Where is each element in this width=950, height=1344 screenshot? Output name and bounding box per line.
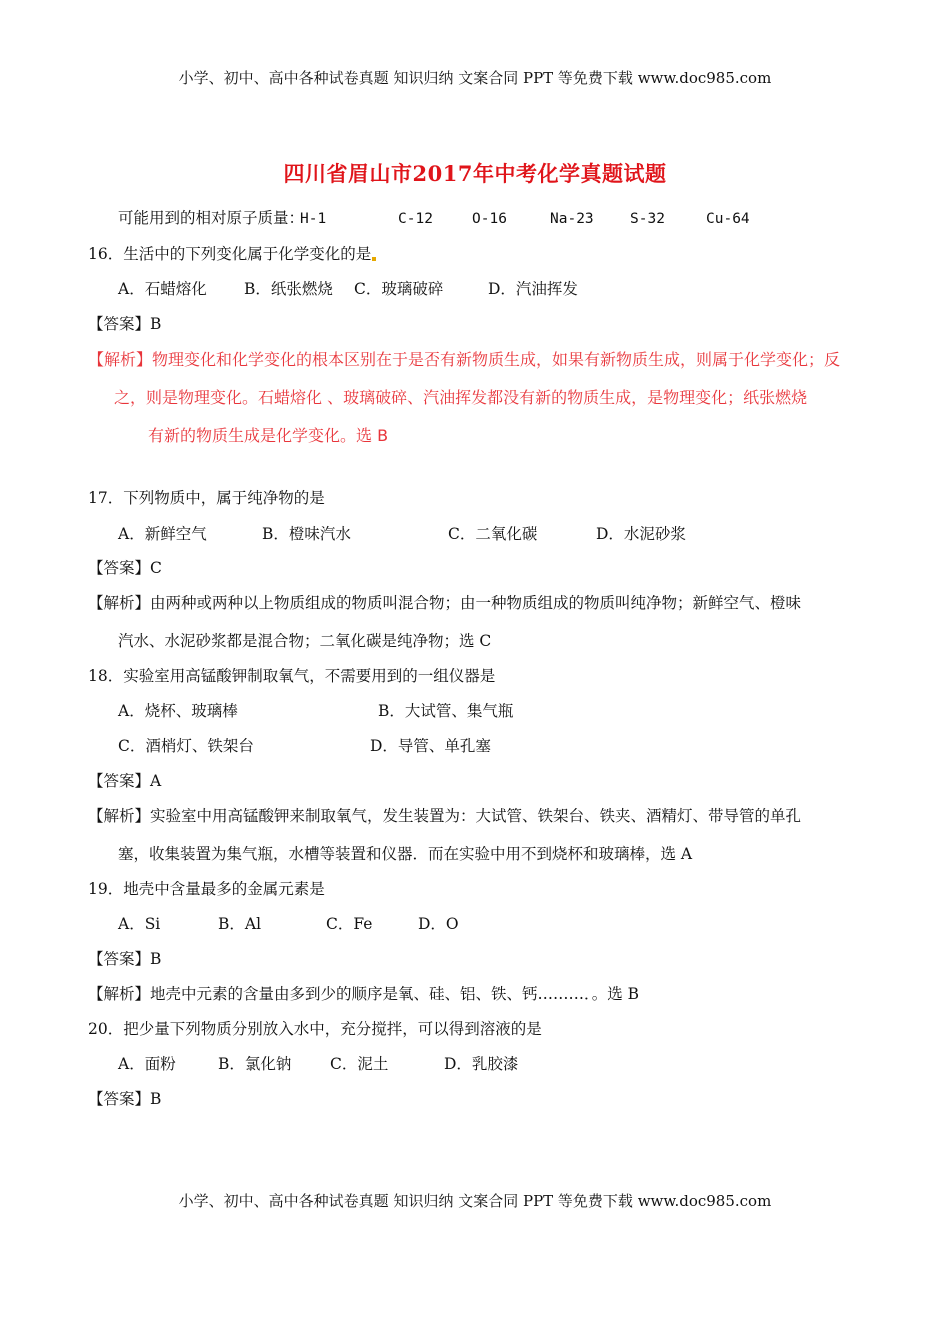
option: B．Al [218, 915, 262, 933]
option: B．橙味汽水 [262, 525, 351, 543]
question-stem: 19．地壳中含量最多的金属元素是 [88, 880, 325, 898]
page-header: 小学、初中、高中各种试卷真题 知识归纳 文案合同 PPT 等免费下载 www.doc985.com [178, 69, 772, 87]
atomic-mass-item: Cu-64 [706, 211, 750, 227]
question-stem: 17．下列物质中，属于纯净物的是 [88, 489, 325, 507]
answer-line: 【答案】C [88, 559, 162, 577]
question-stem: 16．生活中的下列变化属于化学变化的是 [88, 244, 376, 264]
option: B．纸张燃烧 [244, 280, 333, 298]
option: D．O [418, 915, 459, 933]
option: A．面粉 [118, 1055, 176, 1073]
answer-line: 【答案】B [88, 315, 162, 333]
option: D．导管、单孔塞 [370, 737, 491, 755]
highlight-mark [372, 257, 376, 261]
atomic-mass-item: Na-23 [550, 211, 594, 227]
option: D．水泥砂浆 [596, 525, 686, 543]
option: C．二氧化碳 [448, 525, 538, 543]
option: C．玻璃破碎 [354, 280, 444, 298]
option: A．烧杯、玻璃棒 [118, 702, 238, 720]
atomic-mass-item: S-32 [630, 211, 665, 227]
option: A．石蜡熔化 [118, 280, 207, 298]
atomic-mass-item: C-12 [398, 211, 433, 227]
answer-line: 【答案】A [88, 772, 162, 790]
answer-line: 【答案】B [88, 1090, 162, 1108]
option: D．汽油挥发 [488, 280, 578, 298]
analysis-line: 之，则是物理变化。石蜡熔化 、玻璃破碎、汽油挥发都没有新的物质生成，是物理变化；纸张燃烧 [114, 388, 808, 407]
analysis-line: 有新的物质生成是化学变化。选 B [148, 426, 389, 445]
option: A．Si [118, 915, 161, 933]
option: B．大试管、集气瓶 [378, 702, 514, 720]
option: A．新鲜空气 [118, 525, 207, 543]
analysis-line: 【解析】实验室中用高锰酸钾来制取氧气，发生装置为：大试管、铁架台、铁夹、酒精灯、带导管的单孔 [88, 807, 802, 825]
question-stem: 20．把少量下列物质分别放入水中，充分搅拌，可以得到溶液的是 [88, 1020, 542, 1038]
option: C．酒梢灯、铁架台 [118, 737, 254, 755]
analysis-line: 【解析】物理变化和化学变化的根本区别在于是否有新物质生成，如果有新物质生成，则属于化学变化；反 [88, 350, 841, 369]
atomic-mass-label: 可能用到的相对原子质量： [118, 209, 305, 227]
option: B．氯化钠 [218, 1055, 292, 1073]
page-title: 四川省眉山市2017年中考化学真题试题 [283, 161, 667, 186]
analysis-line: 汽水、水泥砂浆都是混合物；二氧化碳是纯净物；选 C [118, 632, 492, 650]
analysis-line: 【解析】由两种或两种以上物质组成的物质叫混合物；由一种物质组成的物质叫纯净物；新鲜空气、橙味 [88, 594, 802, 612]
analysis-line: 【解析】地壳中元素的含量由多到少的顺序是氧、硅、铝、铁、钙………．。选 B [88, 985, 640, 1003]
question-stem: 18．实验室用高锰酸钾制取氧气，不需要用到的一组仪器是 [88, 667, 496, 685]
atomic-mass-item: O-16 [472, 211, 507, 227]
page-footer: 小学、初中、高中各种试卷真题 知识归纳 文案合同 PPT 等免费下载 www.doc985.com [178, 1192, 772, 1210]
answer-line: 【答案】B [88, 950, 162, 968]
analysis-line: 塞，收集装置为集气瓶，水槽等装置和仪器．而在实验中用不到烧杯和玻璃棒，选 A [118, 845, 693, 863]
atomic-mass-item: H-1 [300, 211, 327, 227]
option: C．泥土 [330, 1055, 389, 1073]
option: D．乳胶漆 [444, 1055, 519, 1073]
option: C．Fe [326, 915, 373, 933]
